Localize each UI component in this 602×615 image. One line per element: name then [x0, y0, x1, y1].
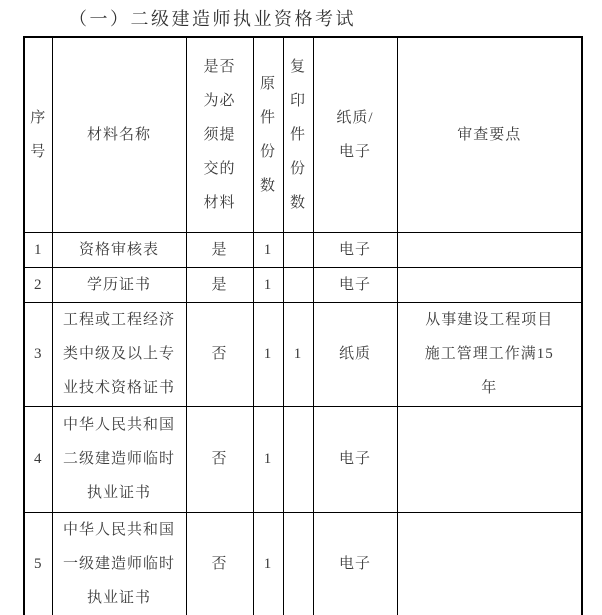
section-title: （一）二级建造师执业资格考试 — [69, 9, 356, 29]
cell-original-copies — [253, 302, 283, 406]
col-header-review-points-label: 审查要点 — [457, 126, 522, 143]
cell-photocopy-copies — [283, 232, 313, 267]
col-header-photocopy-copies-label: 复印件份数 — [289, 58, 306, 211]
cell-required-value: 否 — [211, 451, 228, 467]
cell-material-name-value: 中华人民共和国一级建造师临时执业证书 — [62, 521, 175, 606]
cell-required — [186, 267, 253, 302]
cell-required-value: 是 — [211, 241, 228, 258]
col-header-original-copies-label: 原件份数 — [259, 75, 276, 194]
col-header-medium-label: 纸质/电子 — [336, 109, 374, 160]
cell-material-name — [52, 512, 186, 615]
cell-original-copies — [253, 232, 283, 267]
cell-review-points — [397, 267, 582, 302]
cell-index — [24, 512, 52, 615]
cell-medium — [313, 302, 397, 406]
cell-material-name — [52, 232, 186, 267]
cell-index-value: 2 — [34, 276, 43, 293]
cell-medium — [313, 512, 397, 615]
cell-medium-value: 电子 — [338, 276, 371, 293]
cell-medium — [313, 267, 397, 302]
col-header-medium — [313, 37, 397, 232]
cell-original-copies-value: 1 — [263, 276, 273, 293]
table-row — [24, 406, 582, 512]
cell-medium-value: 纸质 — [338, 346, 371, 362]
cell-index — [24, 406, 52, 512]
cell-required — [186, 512, 253, 615]
cell-medium-value: 电子 — [338, 241, 371, 258]
table-row — [24, 512, 582, 615]
cell-original-copies-value: 1 — [263, 241, 273, 258]
cell-index-value: 1 — [34, 241, 43, 258]
cell-index — [24, 232, 52, 267]
cell-medium — [313, 232, 397, 267]
cell-original-copies — [253, 406, 283, 512]
cell-review-points — [397, 406, 582, 512]
cell-original-copies-value: 1 — [263, 451, 273, 467]
cell-photocopy-copies — [283, 512, 313, 615]
cell-index — [24, 267, 52, 302]
cell-material-name-value: 学历证书 — [86, 276, 151, 293]
col-header-material-name — [52, 37, 186, 232]
cell-medium-value: 电子 — [338, 451, 371, 467]
cell-review-points — [397, 512, 582, 615]
table-row — [24, 302, 582, 406]
cell-index — [24, 302, 52, 406]
cell-original-copies — [253, 512, 283, 615]
cell-index-value: 5 — [34, 555, 43, 572]
cell-medium — [313, 406, 397, 512]
cell-original-copies-value: 1 — [263, 555, 273, 572]
col-header-material-name-label: 材料名称 — [86, 126, 151, 143]
cell-original-copies-value: 1 — [263, 346, 273, 362]
cell-review-points-value: 从事建设工程项目施工管理工作满15年 — [424, 312, 554, 396]
cell-review-points — [397, 302, 582, 406]
cell-original-copies — [253, 267, 283, 302]
cell-photocopy-copies — [283, 267, 313, 302]
cell-material-name-value: 工程或工程经济类中级及以上专业技术资格证书 — [62, 312, 175, 396]
col-header-review-points — [397, 37, 582, 232]
materials-table — [23, 36, 583, 615]
cell-photocopy-copies — [283, 406, 313, 512]
table-header-row — [24, 37, 582, 232]
cell-photocopy-copies — [283, 302, 313, 406]
table-row — [24, 232, 582, 267]
col-header-index — [24, 37, 52, 232]
cell-required-value: 否 — [211, 555, 228, 572]
cell-material-name-value: 中华人民共和国二级建造师临时执业证书 — [62, 417, 175, 501]
col-header-index-label: 序号 — [30, 109, 47, 160]
cell-required-value: 是 — [211, 276, 228, 293]
cell-material-name — [52, 267, 186, 302]
cell-required — [186, 406, 253, 512]
cell-material-name — [52, 406, 186, 512]
table-row — [24, 267, 582, 302]
cell-material-name-value: 资格审核表 — [78, 241, 159, 258]
cell-photocopy-copies-value: 1 — [293, 346, 303, 362]
col-header-photocopy-copies — [283, 37, 313, 232]
cell-index-value: 4 — [34, 451, 43, 467]
cell-required-value: 否 — [211, 346, 228, 362]
col-header-required-label: 是否为必须提交的材料 — [203, 58, 236, 211]
col-header-original-copies — [253, 37, 283, 232]
cell-medium-value: 电子 — [338, 555, 371, 572]
cell-material-name — [52, 302, 186, 406]
cell-review-points — [397, 232, 582, 267]
cell-required — [186, 302, 253, 406]
cell-index-value: 3 — [34, 346, 43, 362]
cell-required — [186, 232, 253, 267]
col-header-required — [186, 37, 253, 232]
